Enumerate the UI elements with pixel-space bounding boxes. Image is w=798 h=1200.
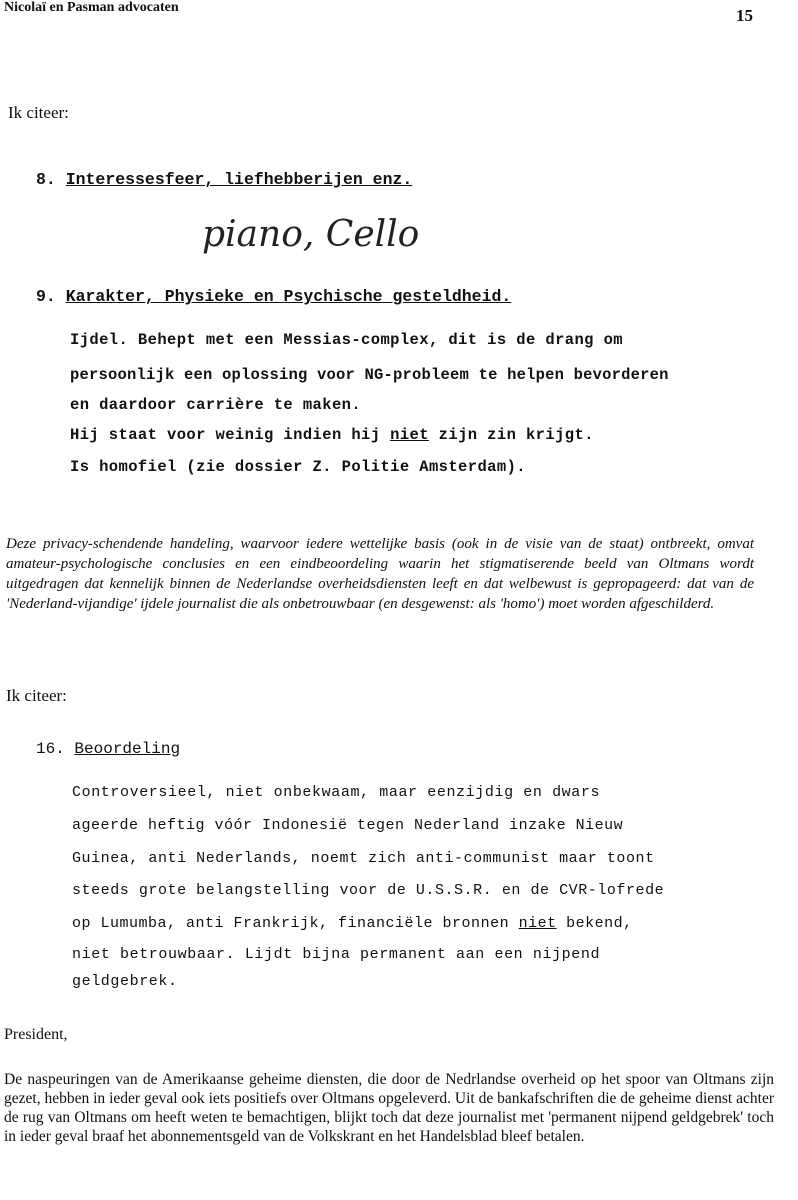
- handwritten-note: piano, Cello: [202, 214, 420, 255]
- item-16-heading: [36, 740, 180, 758]
- item-16-line: Controversieel, niet onbekwaam, maar eenzijdig en dwars: [72, 784, 601, 801]
- underlined-word: niet: [390, 426, 429, 444]
- item-8-number: 8.: [36, 170, 56, 189]
- item-16-line: [72, 915, 633, 932]
- item-8-title: Interessesfeer, liefhebberijen enz.: [65, 170, 413, 189]
- item-9-line: en daardoor carrière te maken.: [70, 396, 362, 414]
- item-16-line-text: op Lumumba, anti Frankrijk, financiële bronnen: [72, 915, 519, 932]
- item-16-line: geldgebrek.: [72, 973, 178, 990]
- item-16-title: Beoordeling: [74, 740, 181, 758]
- page-number: 15: [736, 6, 753, 25]
- item-16-line: ageerde heftig vóór Indonesië tegen Nederland inzake Nieuw: [72, 817, 624, 834]
- item-9-line: Is homofiel (zie dossier Z. Politie Amsterdam).: [70, 458, 526, 476]
- item-16-number: 16.: [36, 740, 65, 758]
- item-16-line-text: bekend,: [556, 915, 633, 932]
- item-8-heading: [36, 170, 412, 189]
- quote-intro: Ik citeer:: [8, 103, 69, 122]
- item-16-line: steeds grote belangstelling voor de U.S.S.R. en de CVR-lofrede: [72, 882, 665, 899]
- item-9-line: Ijdel. Behept met een Messias-complex, dit is de drang om: [70, 331, 623, 349]
- underlined-word: niet: [518, 915, 557, 932]
- closing-paragraph: De naspeuringen van de Amerikaanse geheime diensten, die door de Nedrlandse overheid op het spoor van Oltmans zijn gezet, hebben in ieder geval ook iets positiefs over Oltmans opgeleverd. Uit de bankafschriften die de geheime dienst achter de rug van Oltmans om heeft weten te bemachtigen, blijkt toch dat deze journalist met 'permanent nijpend geldgebrek' toch in ieder geval braaf het abonnementsgeld van de Volkskrant en het Handelsblad bleef betalen.: [4, 1071, 774, 1145]
- item-9-line-text: Hij staat voor weinig indien hij: [70, 426, 391, 444]
- item-9-line-text: zijn zin krijgt.: [428, 426, 594, 444]
- item-9-number: 9.: [36, 287, 56, 306]
- item-9-line: [70, 426, 594, 444]
- item-16-line: niet betrouwbaar. Lijdt bijna permanent aan een nijpend: [72, 946, 601, 963]
- item-9-title: Karakter, Physieke en Psychische gesteldheid.: [65, 287, 512, 306]
- item-16-line: Guinea, anti Nederlands, noemt zich anti-communist maar toont: [72, 850, 655, 867]
- quote-intro: Ik citeer:: [6, 686, 67, 705]
- item-9-heading: [36, 287, 511, 306]
- commentary-paragraph: Deze privacy-schendende handeling, waarvoor iedere wettelijke basis (ook in de visie van de staat) ontbreekt, omvat amateur-psychologische conclusies en een eindbeoordeling waarin het stigmatiserende beeld van Oltmans wordt uitgedragen dat kennelijk binnen de Nederlandse overheidsdiensten leeft en dat welbewust is gepropageerd: dat van de 'Nederland-vijandige' ijdele journalist die als onbetrouwbaar (en desgewenst: als 'homo') moet worden afgeschilderd.: [6, 536, 754, 612]
- item-9-line: persoonlijk een oplossing voor NG-probleem te helpen bevorderen: [70, 366, 669, 384]
- firm-header: Nicolaï en Pasman advocaten: [4, 0, 179, 15]
- salutation: President,: [4, 1026, 68, 1043]
